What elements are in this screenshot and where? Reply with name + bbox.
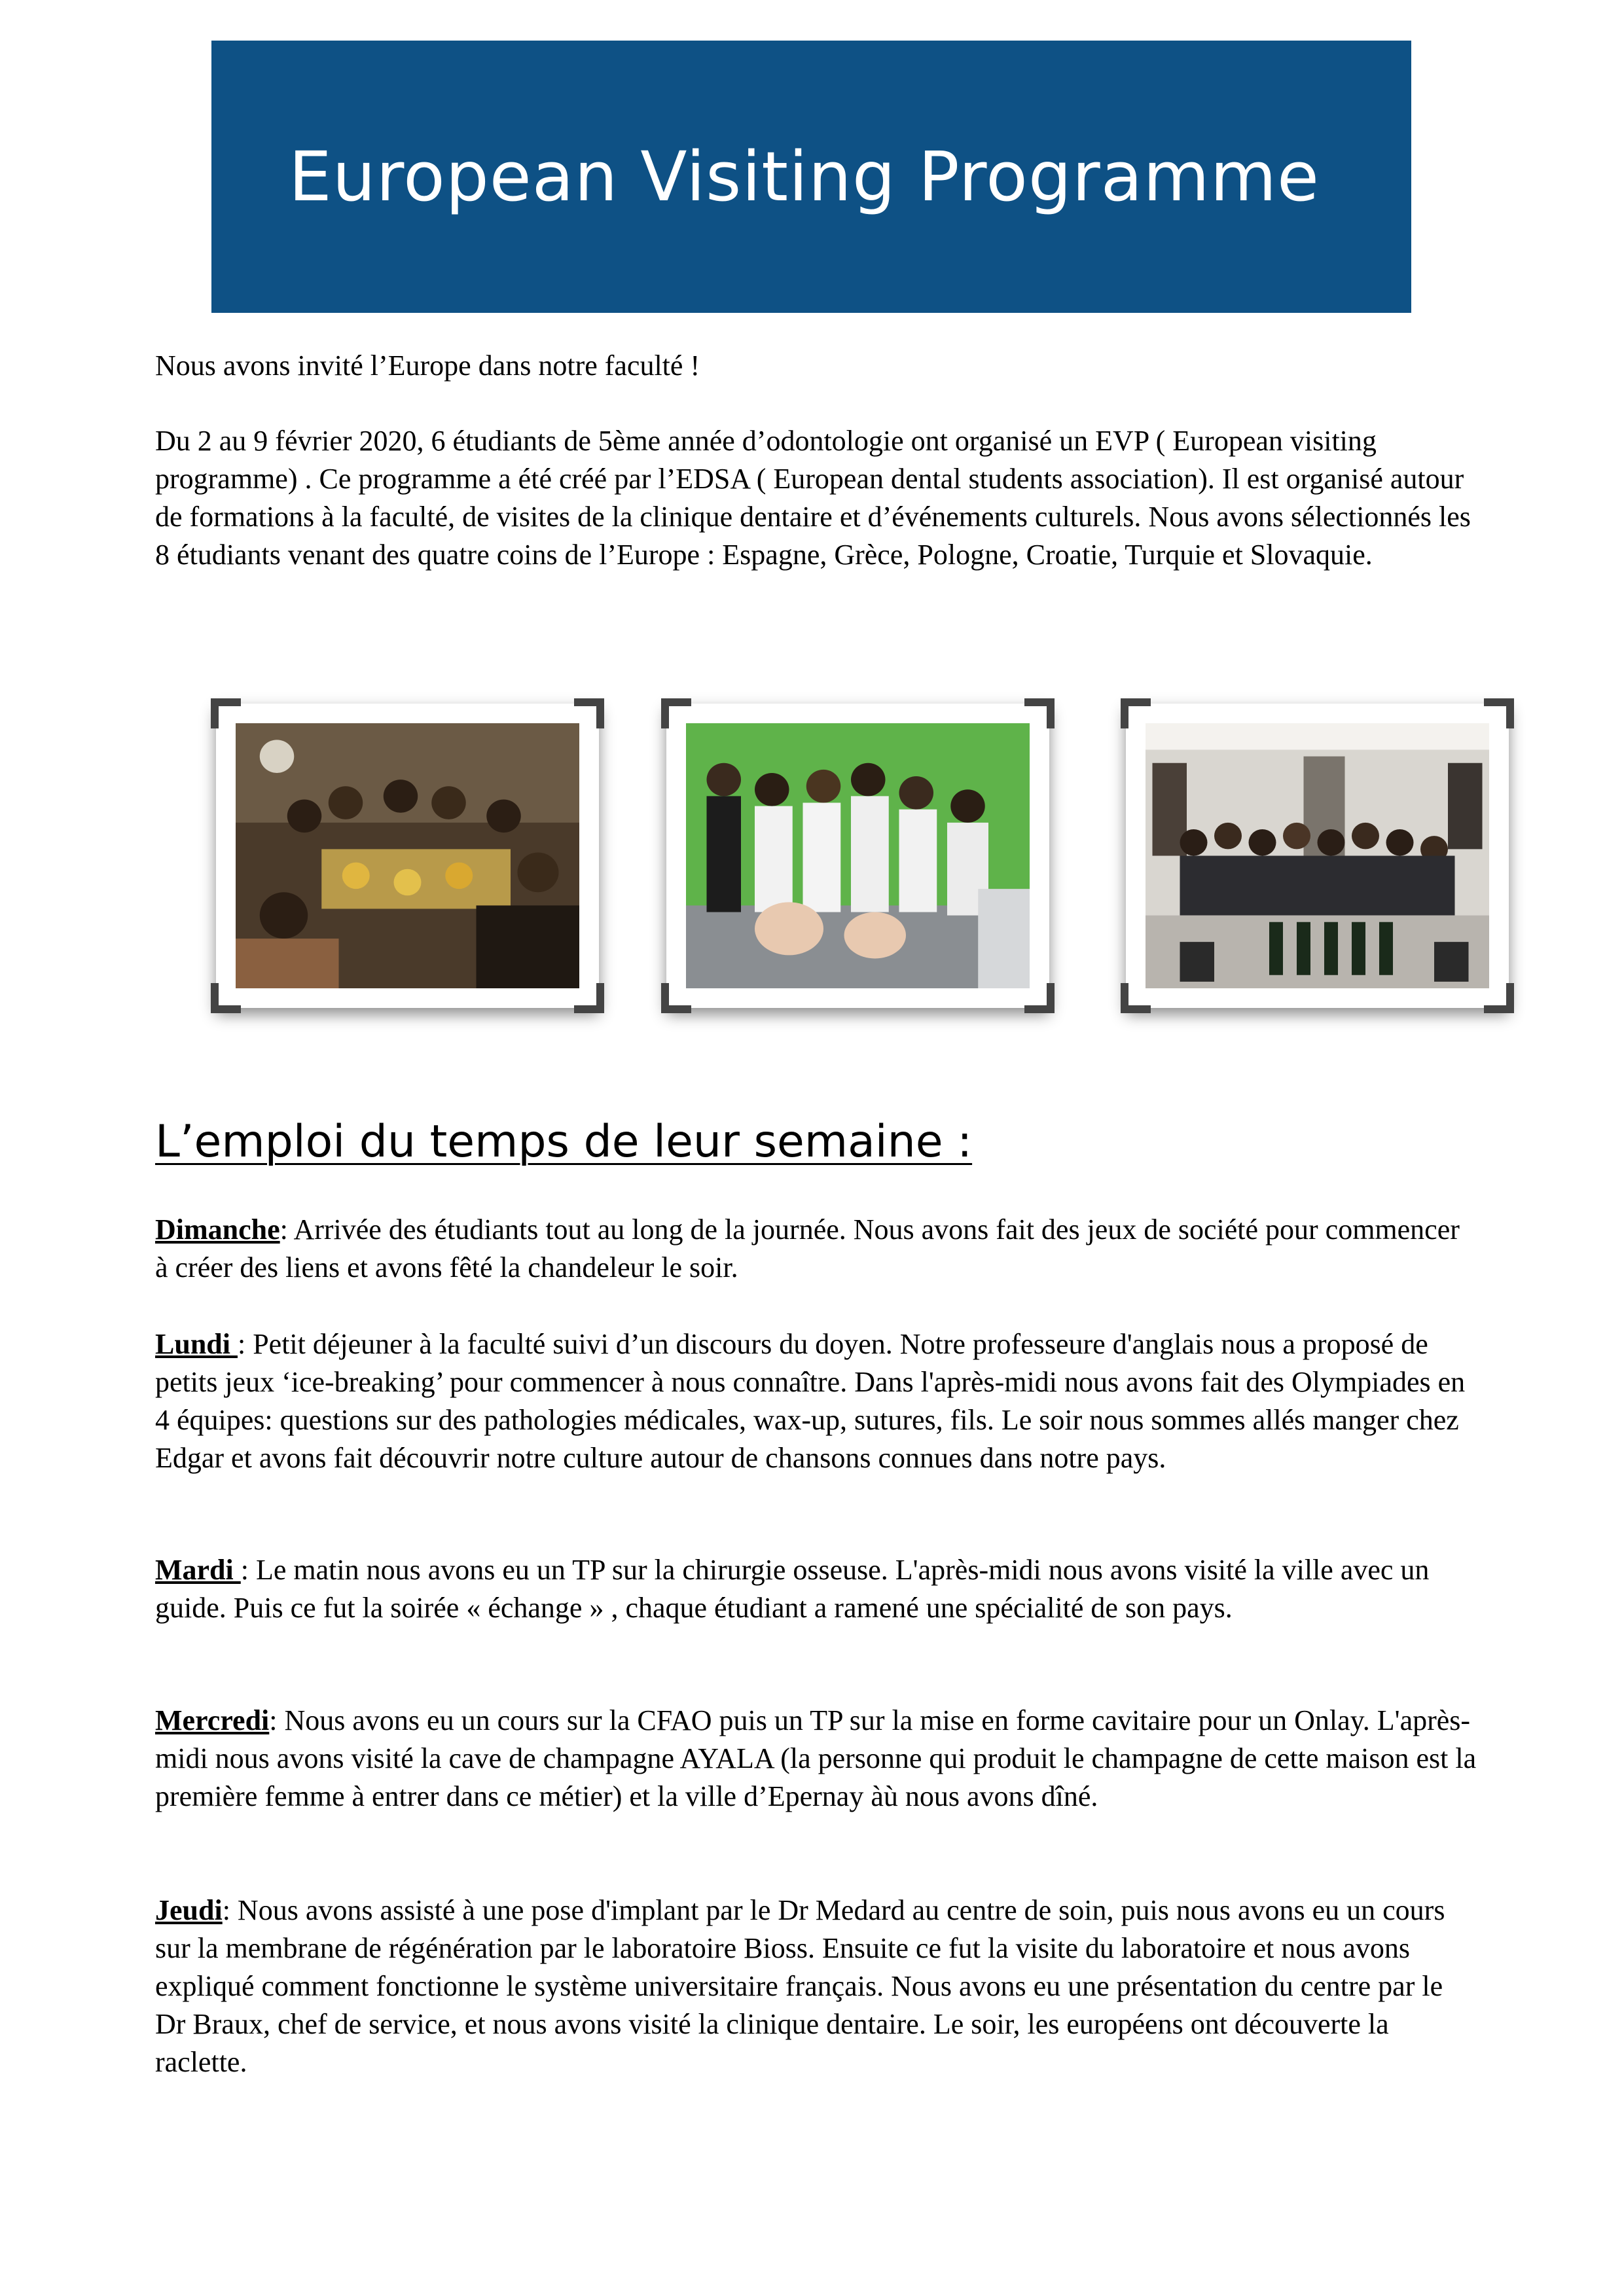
day-paragraph-jeudi (155, 1892, 1477, 2081)
day-paragraph-mercredi (155, 1702, 1477, 1816)
day-paragraph-mardi (155, 1551, 1477, 1627)
day-label: Lundi (155, 1328, 238, 1360)
day-paragraph-dimanche (155, 1211, 1477, 1287)
intro-paragraph: Du 2 au 9 février 2020, 6 étudiants de 5ème année d’odontologie ont organisé un EVP ( European visiting programme) . Ce programme a été créé par l’EDSA ( European dental students association). Il est organisé autour de formations à la faculté, de visites de la clinique dentaire et d’événements culturels. Nous avons sélectionnés les 8 étudiants venant des quatre coins de l’Europe : Espagne, Grèce, Pologne, Croatie, Turquie et Slovaquie. (155, 425, 1471, 571)
page-title: European Visiting Programme (289, 137, 1320, 217)
photo-simulation (686, 723, 1030, 988)
day-text: : Nous avons eu un cours sur la CFAO puis un TP sur la mise en forme cavitaire pour un Onlay. L'après-midi nous avons visité la cave de champagne AYALA (la personne qui produit le champagne de cette maison est la première femme à entrer dans ce métier) et la ville d’Epernay àù nous avons dîné. (155, 1704, 1477, 1812)
day-label: Jeudi (155, 1894, 223, 1926)
day-text: : Petit déjeuner à la faculté suivi d’un discours du doyen. Notre professeure d'anglais nous a proposé de petits jeux ‘ice-breaking’ pour commencer à nous connaître. Dans l'après-midi nous avons fait des Olympiades en 4 équipes: questions sur des pathologies médicales, wax-up, sutures, fils. Le soir nous sommes allés manger chez Edgar et avons fait découvrir notre culture autour de chansons connues dans notre pays. (155, 1328, 1466, 1474)
day-label: Dimanche (155, 1213, 280, 1246)
photo-frame-dinner (216, 704, 599, 1008)
photo-champagne (1146, 723, 1489, 988)
photo-frame-simulation (666, 704, 1049, 1008)
day-text: : Le matin nous avons eu un TP sur la chirurgie osseuse. L'après-midi nous avons visité la ville avec un guide. Puis ce fut la soirée « échange » , chaque étudiant a ramené une spécialité de son pays. (155, 1554, 1430, 1624)
day-label: Mercredi (155, 1704, 270, 1736)
photo-dinner (236, 723, 579, 988)
day-paragraph-lundi (155, 1325, 1477, 1477)
day-text: : Arrivée des étudiants tout au long de la journée. Nous avons fait des jeux de société pour commencer à créer des liens et avons fêté la chandeleur le soir. (155, 1213, 1460, 1283)
title-banner (211, 41, 1411, 313)
intro-lead: Nous avons invité l’Europe dans notre faculté ! (155, 350, 700, 382)
day-text: : Nous avons assisté à une pose d'implant par le Dr Medard au centre de soin, puis nous avons eu un cours sur la membrane de régénération par le laboratoire Bioss. Ensuite ce fut la visite du laboratoire et nous avons expliqué comment fonctionne le système universitaire français. Nous avons eu une présentation du centre par le Dr Braux, chef de service, et nous avons visité la clinique dentaire. Le soir, les européens ont découverte la raclette. (155, 1894, 1445, 2078)
schedule-heading: L’emploi du temps de leur semaine : (155, 1116, 973, 1168)
day-label: Mardi (155, 1554, 241, 1586)
photo-frame-champagne (1126, 704, 1509, 1008)
